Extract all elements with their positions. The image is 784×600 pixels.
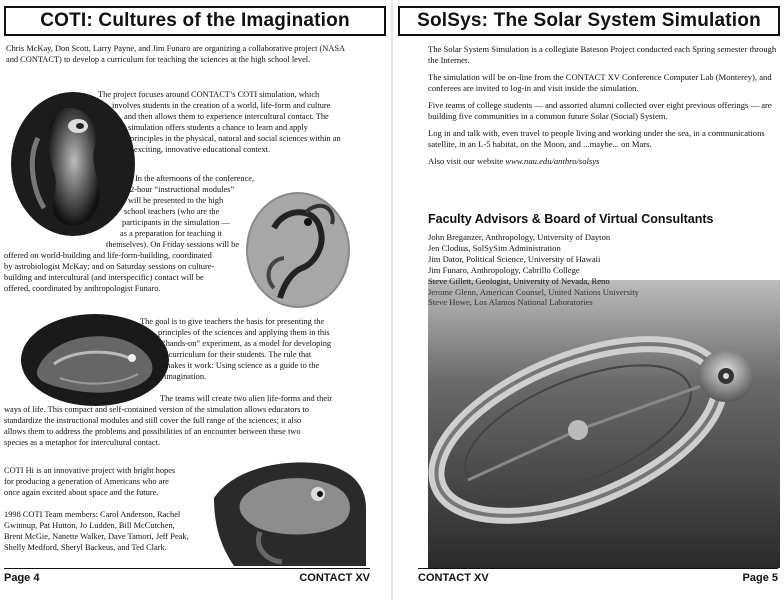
advisor-item: John Breganzer, Anthropology, University of Dayton xyxy=(428,232,611,242)
coti-intro: Chris McKay, Don Scott, Larry Payne, and Jim Funaro are organizing a collaborative project (NASA and CONTACT) to develop a curriculum for teaching the sciences at the high school level. xyxy=(6,44,345,64)
page-number: Page 5 xyxy=(742,572,778,584)
advisors-list xyxy=(428,232,758,308)
space-station-illustration xyxy=(428,280,780,568)
right-page-footer xyxy=(418,568,778,584)
solsys-paragraph-1: The Solar System Simulation is a collegiate Bateson Project conducted each Spring semester through the Internet. xyxy=(428,44,777,65)
publication-name: CONTACT XV xyxy=(418,572,489,584)
solsys-paragraph-5: Also visit our website www.nau.edu/anthro/solsys xyxy=(428,156,600,166)
advisor-item: Jim Funaro, Anthropology, Cabrillo College xyxy=(428,264,580,275)
solsys-paragraph-4: Log in and talk with, even travel to people living and working under the sea, in a communications satellite, in an L-5 habitat, on the Moon, and ...maybe... on Mars. xyxy=(428,128,765,149)
page-title-solsys: SolSys: The Solar System Simulation xyxy=(398,6,780,36)
advisor-item: Jim Dator, Political Science, University of Hawaii xyxy=(428,253,601,264)
left-page-footer xyxy=(4,568,370,584)
advisor-item: Jen Clodius, SolSySim Administration xyxy=(428,242,561,253)
solsys-paragraph-2: The simulation will be on-line from the CONTACT XV Conference Computer Lab (Monterey), and conferees are invited to log-in and visit inside the simulation. xyxy=(428,72,772,93)
left-page: COTI: Cultures of the Imagination Chris McKay, Don Scott, Larry Payne, and Jim Funaro are organizing a collaborative project (NASA and CONTACT) to develop a curriculum for teaching the sciences at the high school level. The project focuses around CONTACT’s COTI simulation, which involves students in the creation of a world, life-form and culture and then allows them to experience intercultural contact. The simulation offers students a chance to learn and apply principles in the physical, natural and social sciences within an exciting, innovative educational context. In the afternoons of the conference, 2-hour “instructional modules” will be presented to the high school teachers (who are the participants in the simulation — as a preparation for teaching it themselves). On Friday sessions will be offered on world-building and life-form-building, coordinated by astrobiologist McKay; and on Saturday sessions on culture- building and intercultural (and interspecific) contact will be offered, coordinated by anthropologist Funaro. The goal is to give teachers the basis for presenting the principles of the sciences and applying them in this “hands-on” experiment, as a model for developing a curriculum for their students. The rule that makes it work: Using science as a guide to the imagination. The teams will create two alien life-forms and their ways of life. This compact and self-contained version of the simulation allows educators to standardize the instructional modules and still cover the full range of the sciences; it also allows them to address the problems and possibilities of an encounter between these two species as a metaphor for intercultural contact. COTI Hi is an innovative project with bright hopes for producing a generation of Americans who are once again excited about space and the future. 1998 COTI Team members: Carol Anderson, Rachel Gwinnup, Pat Hutton, Jo Ludden, Bill McCutchen, Brent McGie, Nanette Walker, Dave Tamori, Jeff Peak, Shelly Medford, Sheryl Backeus, and Ted Clark. Page 4 CONTACT XV xyxy=(0,0,392,600)
solsys-intro xyxy=(428,44,780,173)
advisor-item: Steve Gillett, Geologist, University of Nevada, Reno xyxy=(428,275,610,286)
website-link[interactable]: www.nau.edu/anthro/solsys xyxy=(505,156,600,166)
page-number: Page 4 xyxy=(4,572,40,584)
advisors-heading: Faculty Advisors & Board of Virtual Consultants xyxy=(428,212,714,226)
alien-creature-illustration-2 xyxy=(244,188,352,310)
page-title-coti: COTI: Cultures of the Imagination xyxy=(4,6,386,36)
solsys-paragraph-3: Five teams of college students — and assorted alumni collected over eight previous offerings — are building five communities in a common future Solar (Social) System. xyxy=(428,100,772,121)
right-page xyxy=(392,0,784,600)
advisor-item: Steve Howe, Los Alamos National Laboratories xyxy=(428,297,593,308)
publication-name: CONTACT XV xyxy=(299,572,370,584)
alien-creature-illustration-4 xyxy=(214,458,366,566)
advisor-item: Jerome Glenn, American Counsel, United Nations University xyxy=(428,286,639,297)
